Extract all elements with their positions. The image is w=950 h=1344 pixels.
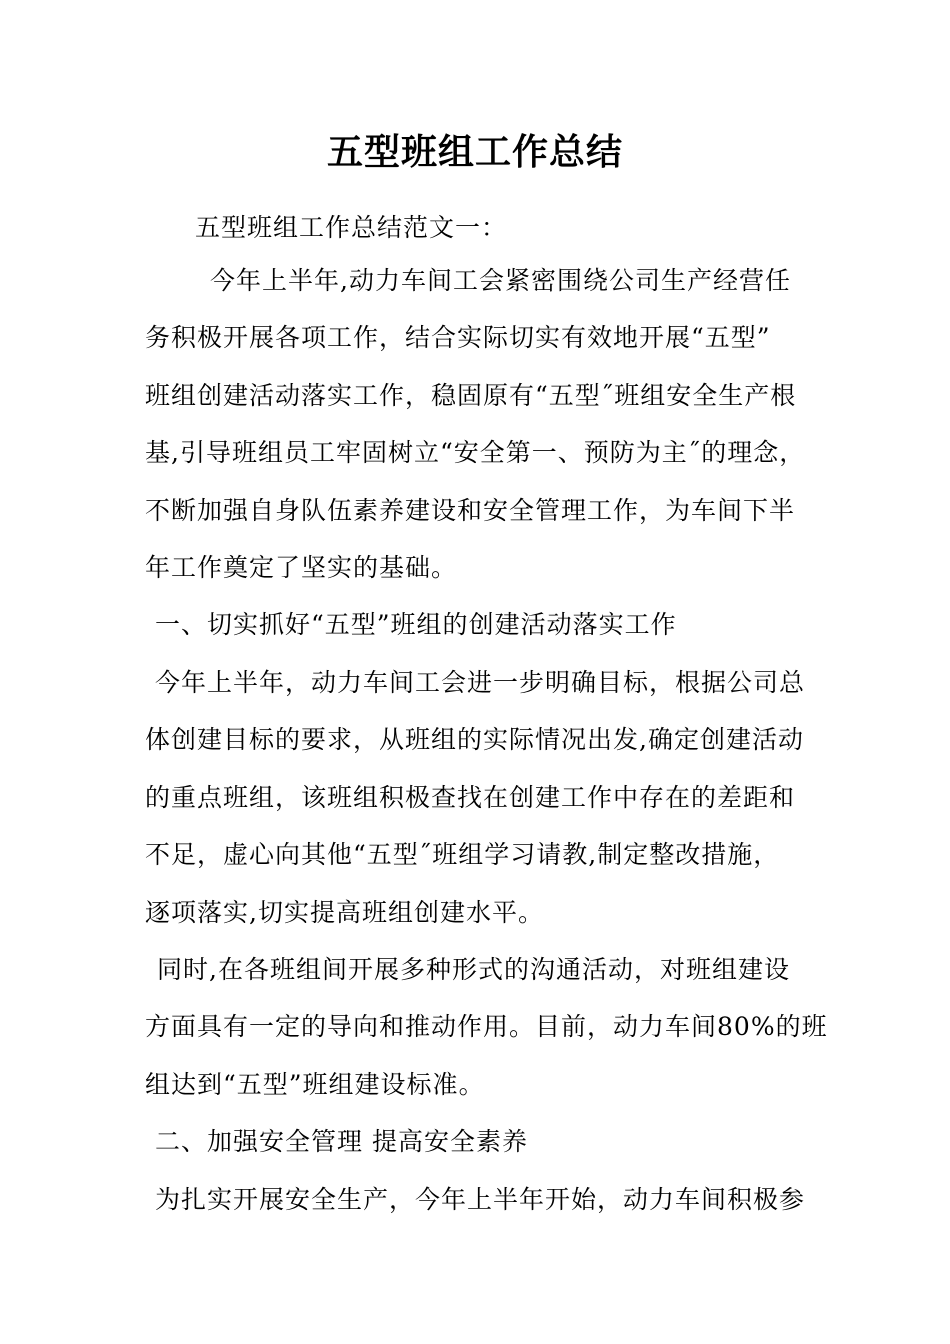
text-line: 逐项落实,切实提高班组创建水平。 <box>145 898 544 927</box>
text-line: 年工作奠定了坚实的基础。 <box>145 553 458 582</box>
section-heading: 二、加强安全管理 提高安全素养 <box>155 1127 528 1156</box>
text-line: 基,引导班组员工牢固树立“安全第一、预防为主˝的理念， <box>145 438 806 467</box>
text-line: 班组创建活动落实工作，稳固原有“五型˝班组安全生产根 <box>145 381 797 410</box>
text-line: 同时,在各班组间开展多种形式的沟通活动，对班组建设 <box>157 955 790 984</box>
text-line: 方面具有一定的导向和推动作用。目前，动力车间80%的班 <box>145 1012 828 1041</box>
section-heading: 一、切实抓好“五型”班组的创建活动落实工作 <box>155 610 677 639</box>
text-line: 组达到“五型”班组建设标准。 <box>145 1070 485 1099</box>
text-line: 体创建目标的要求，从班组的实际情况出发,确定创建活动 <box>145 725 804 754</box>
text-line: 五型班组工作总结范文一： <box>195 213 508 242</box>
text-line: 不足，虚心向其他“五型˝班组学习请教,制定整改措施， <box>145 840 780 869</box>
text-line: 不断加强自身队伍素养建设和安全管理工作，为车间下半 <box>145 496 796 525</box>
text-line: 为扎实开展安全生产，今年上半年开始，动力车间积极参 <box>155 1185 806 1214</box>
text-line: 今年上半年,动力车间工会紧密围绕公司生产经营任 <box>210 266 791 295</box>
text-line: 今年上半年，动力车间工会进一步明确目标，根据公司总 <box>155 668 806 697</box>
text-line: 务积极开展各项工作，结合实际切实有效地开展“五型” <box>145 323 771 352</box>
document-title: 五型班组工作总结 <box>326 131 623 173</box>
text-line: 的重点班组，该班组积极查找在创建工作中存在的差距和 <box>145 783 796 812</box>
